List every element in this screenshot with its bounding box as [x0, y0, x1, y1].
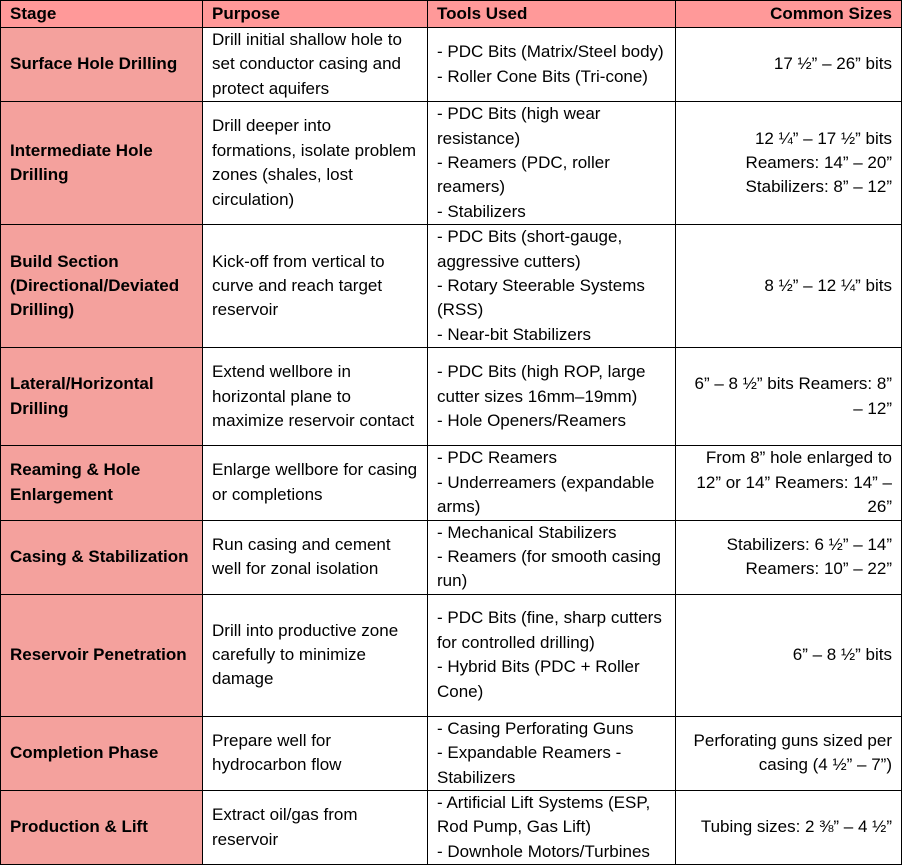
tool-item: - PDC Bits (short-gauge, aggressive cutters): [437, 227, 623, 271]
table-row: [1, 790, 902, 864]
tools-cell: [428, 446, 676, 520]
sizes-cell: [676, 348, 902, 446]
stage-cell: Casing & Stabilization: [1, 520, 203, 594]
purpose-cell: Extend wellbore in horizontal plane to maximize reservoir contact: [203, 348, 428, 446]
sizes-cell: [676, 790, 902, 864]
tools-cell: [428, 716, 676, 790]
size-item: Stabilizers: 8” – 12”: [745, 177, 892, 197]
stage-cell: Completion Phase: [1, 716, 203, 790]
tool-item: - Hybrid Bits (PDC + Roller Cone): [437, 657, 640, 701]
purpose-cell: Extract oil/gas from reservoir: [203, 790, 428, 864]
size-item: Reamers: 14” – 20”: [745, 153, 892, 173]
tool-item: - Roller Cone Bits (Tri-cone): [437, 66, 648, 86]
sizes-cell: [676, 102, 902, 225]
tool-item: - Hole Openers/Reamers: [437, 410, 626, 430]
tool-item: - Near-bit Stabilizers: [437, 324, 591, 344]
size-item: 12 ¼” – 17 ½” bits: [754, 128, 892, 148]
table-row: [1, 225, 902, 348]
table-row: [1, 28, 902, 102]
purpose-cell: Drill into productive zone carefully to minimize damage: [203, 594, 428, 716]
tools-cell: [428, 520, 676, 594]
tool-item: - Stabilizers: [437, 201, 526, 221]
stage-cell: Reaming & Hole Enlargement: [1, 446, 203, 520]
table-row: [1, 520, 902, 594]
header-tools: Tools Used: [428, 1, 676, 28]
tool-item: - PDC Bits (high ROP, large cutter sizes 16mm–19mm): [437, 362, 646, 406]
tool-item: - Underreamers (expandable arms): [437, 472, 655, 517]
size-item: Perforating guns sized per casing (4 ½” – 7”): [693, 730, 892, 775]
table-row: [1, 594, 902, 716]
tool-item: - Downhole Motors/Turbines: [437, 841, 650, 861]
stage-cell: Reservoir Penetration: [1, 594, 203, 716]
size-item: Reamers: 10” – 22”: [745, 559, 892, 579]
tools-cell: [428, 225, 676, 348]
table-row: [1, 102, 902, 225]
stage-cell: Intermediate Hole Drilling: [1, 102, 203, 225]
size-item: 8 ½” – 12 ¼” bits: [764, 276, 892, 296]
stage-cell: Lateral/Horizontal Drilling: [1, 348, 203, 446]
tools-cell: [428, 790, 676, 864]
tool-item: - Mechanical Stabilizers: [437, 522, 617, 542]
purpose-cell: Drill initial shallow hole to set conductor casing and protect aquifers: [203, 28, 428, 102]
tool-item: - PDC Bits (high wear resistance): [437, 104, 601, 148]
tool-item: - Reamers (PDC, roller reamers): [437, 153, 610, 197]
tool-item: - Rotary Steerable Systems (RSS): [437, 276, 645, 320]
size-item: Stabilizers: 6 ½” – 14”: [726, 534, 892, 554]
tools-cell: [428, 348, 676, 446]
tool-item: - PDC Reamers: [437, 448, 557, 468]
tools-cell: [428, 102, 676, 225]
sizes-cell: [676, 446, 902, 520]
sizes-cell: [676, 594, 902, 716]
stage-cell: Surface Hole Drilling: [1, 28, 203, 102]
size-item: Tubing sizes: 2 ⅜” – 4 ½”: [700, 817, 892, 837]
purpose-cell: Run casing and cement well for zonal isolation: [203, 520, 428, 594]
purpose-cell: Kick-off from vertical to curve and reach target reservoir: [203, 225, 428, 348]
size-item: 6” – 8 ½” bits Reamers: 8” – 12”: [694, 374, 892, 418]
tool-item: - PDC Bits (Matrix/Steel body): [437, 42, 664, 62]
table-row: [1, 348, 902, 446]
table-row: [1, 446, 902, 520]
purpose-cell: Drill deeper into formations, isolate problem zones (shales, lost circulation): [203, 102, 428, 225]
stage-cell: Production & Lift: [1, 790, 203, 864]
tool-item: - Reamers (for smooth casing run): [437, 546, 661, 591]
sizes-cell: [676, 28, 902, 102]
table-row: [1, 716, 902, 790]
size-item: 6” – 8 ½” bits: [792, 645, 892, 665]
tool-item: - Expandable Reamers - Stabilizers: [437, 743, 622, 787]
size-item: From 8” hole enlarged to 12” or 14” Reamers: 14” – 26”: [696, 448, 892, 517]
tool-item: - Artificial Lift Systems (ESP, Rod Pump, Gas Lift): [437, 792, 651, 837]
size-item: 17 ½” – 26” bits: [773, 54, 892, 74]
stage-cell: Build Section (Directional/Deviated Drilling): [1, 225, 203, 348]
sizes-cell: [676, 520, 902, 594]
purpose-cell: Prepare well for hydrocarbon flow: [203, 716, 428, 790]
purpose-cell: Enlarge wellbore for casing or completions: [203, 446, 428, 520]
tools-cell: [428, 594, 676, 716]
tool-item: - Casing Perforating Guns: [437, 718, 634, 738]
header-stage: Stage: [1, 1, 203, 28]
sizes-cell: [676, 716, 902, 790]
header-sizes: Common Sizes: [676, 1, 902, 28]
tools-cell: [428, 28, 676, 102]
tool-item: - PDC Bits (fine, sharp cutters for controlled drilling): [437, 608, 662, 652]
sizes-cell: [676, 225, 902, 348]
header-purpose: Purpose: [203, 1, 428, 28]
header-row: [1, 1, 902, 28]
